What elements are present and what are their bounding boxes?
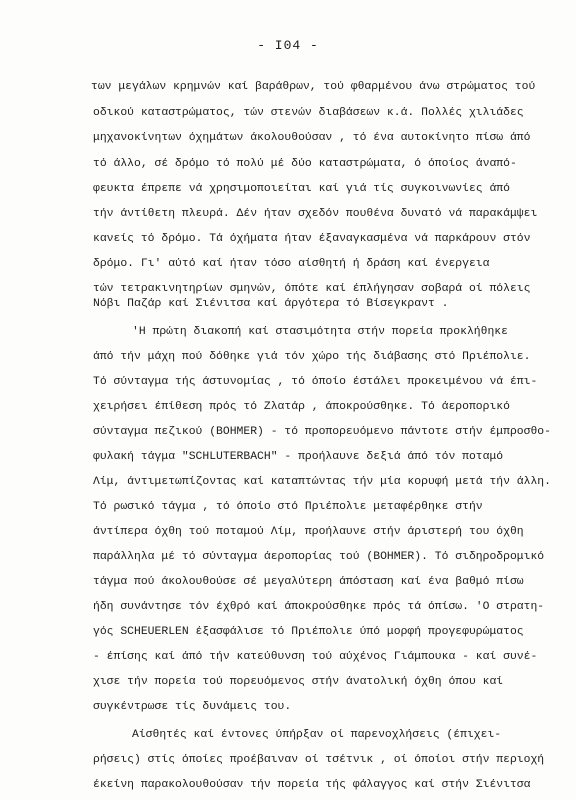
text-line: τάγμα πού άκολουθούσε σέ μεγαλύτερη άπόσταση καί ένα βαθμό πίσω bbox=[93, 576, 524, 588]
text-line: των μεγάλων κρημνών καί βαράθρων, τού φθαρμένου άνω στρώματος τού bbox=[91, 81, 536, 93]
text-line: τών τετρακινητηρίων σμηνών, όπότε καί έπλήγησαν σοβαρά οί πόλεις bbox=[93, 283, 531, 295]
text-line: Νόβι Παζάρ καί Σιένιτσα καί άργότερα τό Βίσεγκραντ . bbox=[93, 298, 449, 310]
text-line: 'Η πρώτη διακοπή καί στασιμότητα στήν πορεία προκλήθηκε bbox=[132, 326, 508, 338]
text-line: χισε τήν πορεία τού πορευόμενος στήν άνατολική όχθη όπου καί bbox=[93, 676, 504, 688]
text-line: άντίπερα όχθη τού ποταμού Λίμ, προήλαυνε στήν άριστερή του όχθη bbox=[93, 526, 524, 538]
text-line: ήδη συνάντησε τόν έχθρό καί άποκρούσθηκε πρός τά όπίσω. 'Ο στρατη- bbox=[93, 601, 545, 613]
text-line: παράλληλα μέ τό σύνταγμα άεροπορίας τού (BOHMER). Τό σιδηροδρομικό bbox=[93, 551, 545, 563]
text-line: ρήσεις) στίς όποίες προέβαιναν οί τσέτνικ , οί όποίοι στήν περιοχή bbox=[93, 754, 545, 766]
text-line: μηχανοκίνητων όχημάτων άκολουθούσαν , τό ένα αυτοκίνητο πίσω άπό bbox=[93, 132, 531, 144]
text-line: - έπίσης καί άπό τήν κατεύθυνση τού αύχένος Γιάμπουκα - καί συνέ- bbox=[93, 651, 538, 663]
text-line: φυλακή τάγμα "SCHLUTERBACH" - προήλαυνε δεξιά άπό τόν ποταμό bbox=[93, 451, 504, 463]
text-line: Αίσθητές καί έντονες ύπήρξαν οί παρενοχλήσεις (έπιχει- bbox=[132, 729, 502, 741]
text-line: σύνταγμα πεζικού (BOHMER) - τό προπορευόμενο πάντοτε στήν έμπροσθο- bbox=[93, 426, 551, 438]
text-line: κανείς τό δρόμο. Τά όχήματα ήταν έξαναγκασμένα νά παρκάρουν στόν bbox=[93, 233, 531, 245]
page-number: - I04 - bbox=[257, 38, 319, 53]
text-line: δρόμο. Γι' αύτό καί ήταν τόσο αίσθητή ή δράση καί ένεργεια bbox=[93, 258, 490, 270]
text-line: τήν άντίθετη πλευρά. Δέν ήταν σχεδόν πουθένα δυνατό νά παρακάμψει bbox=[93, 208, 538, 220]
text-line: Τό ρωσικό τάγμα , τό όποίο στό Πριέπολιε μεταφέρθηκε στήν bbox=[93, 501, 483, 513]
text-line: έκείνη παρακολουθούσαν τήν πορεία τής φάλαγγος καί στήν Σιένιτσα bbox=[93, 779, 531, 791]
text-line: άπό τήν μάχη πού δόθηκε γιά τόν χώρο τής διάβασης στό Πριέπολιε. bbox=[93, 351, 531, 363]
text-line: τό άλλο, σέ δρόμο τό πολύ μέ δύο καταστρώματα, ό όποίος άναπό- bbox=[93, 158, 517, 170]
text-line: Λίμ, άντιμετωπίζοντας καί καταπτώντας τήν μία κορυφή μετά τήν άλλη. bbox=[93, 476, 551, 488]
text-line: συγκέντρωσε τίς δυνάμεις του. bbox=[93, 701, 292, 713]
text-line: Τό σύνταγμα τής άστυνομίας , τό όποίο έστάλει προκειμένου νά έπι- bbox=[93, 376, 538, 388]
text-line: φευκτα έπρεπε νά χρησιμοποιείται καί γιά τίς συγκοινωνίες άπό bbox=[93, 183, 510, 195]
text-line: οδικού καταστρώματος, τών στενών διαβάσεων κ.ά. Πολλές χιλιάδες bbox=[93, 107, 524, 119]
text-line: χειρήσει έπίθεση πρός τό Ζλατάρ , άποκρούσθηκε. Τό άεροπορικό bbox=[93, 401, 510, 413]
text-line: γός SCHEUERLEN έξασφάλισε τό Πριέπολιε ύπό μορφή προγεφυρώματος bbox=[93, 626, 524, 638]
